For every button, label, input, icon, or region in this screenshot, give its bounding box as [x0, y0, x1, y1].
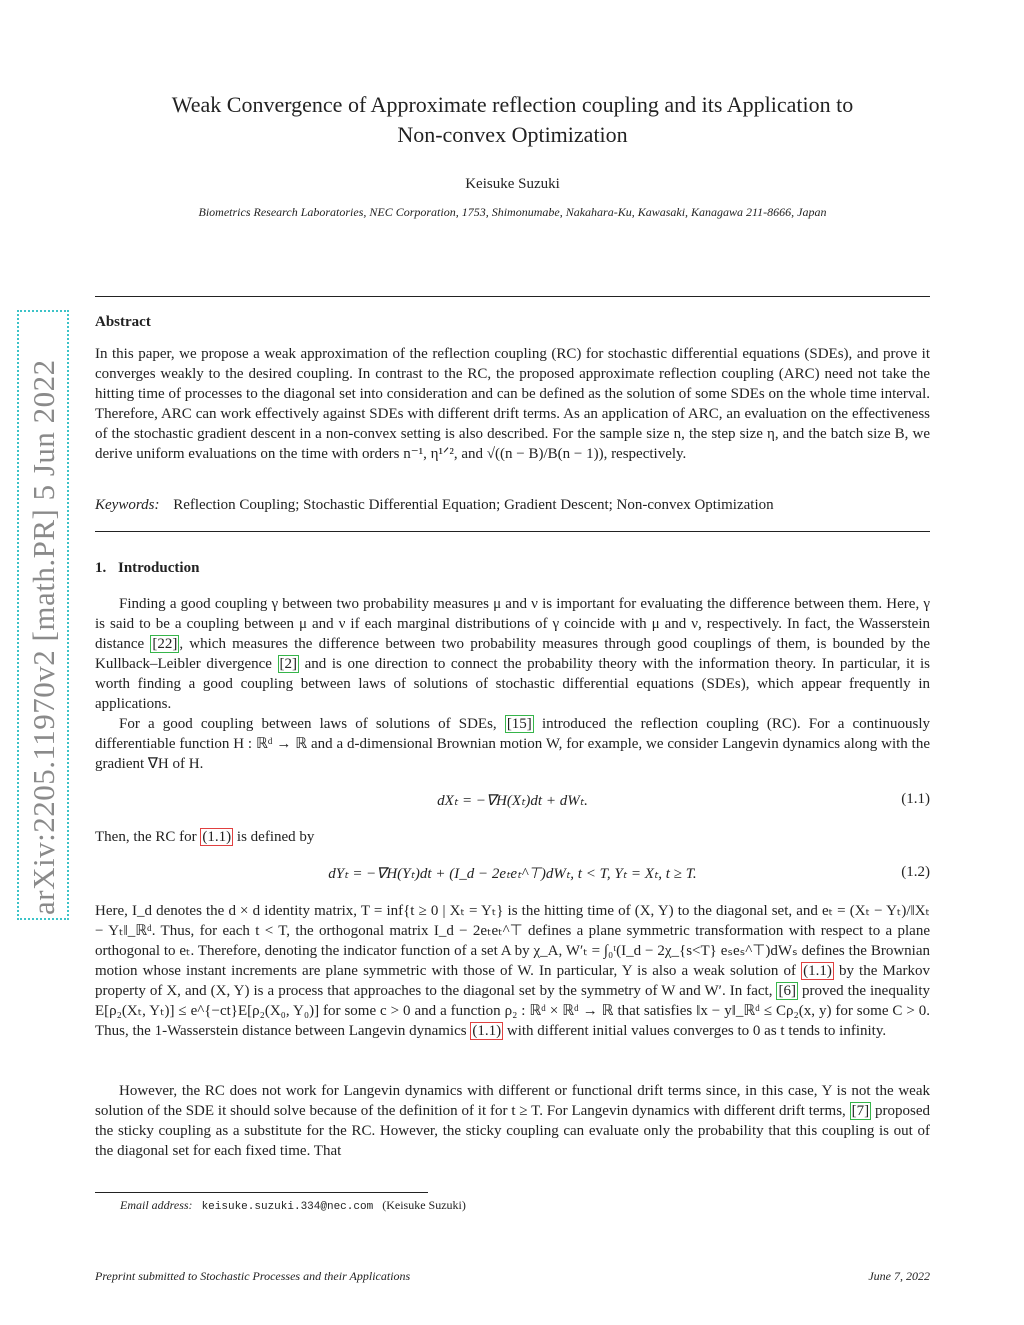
text-run: is defined by [233, 829, 315, 845]
footnote [120, 1198, 466, 1213]
citation-link[interactable]: [22] [152, 636, 178, 652]
text-run: by the Markov property of X, and (X, Y) is a process that approaches to the diagonal set by the symmetry of W and W′. In fact, [95, 963, 930, 999]
equation-body: dYₜ = −∇H(Yₜ)dt + (I_d − 2eₜeₜ^⊤)dWₜ, t < T, Yₜ = Xₜ, t ≥ T. [328, 866, 697, 882]
equation-1-2 [95, 864, 930, 888]
equation-number: (1.1) [901, 791, 930, 807]
text-run: proposed the sticky coupling as a substitute for the RC. However, the sticky coupling can evaluate only the probability that this coupling is out of the diagonal set for each fixed time. That [95, 1103, 930, 1159]
citation-link[interactable]: [15] [506, 716, 532, 732]
text-run: Finding a good coupling γ between two probability measures μ and ν is important for evaluating the difference between them. Here, γ is said to be a coupling between μ and ν if each marginal distributions of γ coincide with μ and ν, respectively. In fact, the Wasserstein distance [95, 596, 930, 652]
section-heading [95, 560, 199, 577]
text-run: For a good coupling between laws of solutions of SDEs, [119, 716, 505, 732]
equation-body: dXₜ = −∇H(Xₜ)dt + dWₜ. [437, 793, 588, 809]
text-run: with different initial values converges to 0 as t tends to infinity. [503, 1023, 887, 1039]
equation-ref-link[interactable]: (1.1) [202, 829, 232, 845]
author-affiliation: Biometrics Research Laboratories, NEC Corporation, 1753, Shimonumabe, Nakahara-Ku, Kawasaki, Kanagawa 211-8666, Japan [198, 205, 827, 219]
keywords [95, 497, 930, 514]
section-number: 1. [95, 560, 107, 576]
keywords-label: Keywords: [95, 497, 160, 513]
title-line-1: Weak Convergence of Approximate reflection coupling and its Application to [171, 92, 854, 117]
abstract-bottom-divider [95, 531, 930, 532]
equation-ref-link[interactable]: (1.1) [803, 963, 832, 979]
equation-ref-link[interactable]: (1.1) [472, 1023, 502, 1039]
text-run: , which measures the difference between two probability measures through good couplings of them, is bounded by the Kullback–Leibler divergence [95, 636, 930, 672]
text-run: Then, the RC for [95, 829, 201, 845]
footnote-name: (Keisuke Suzuki) [382, 1198, 466, 1212]
intro-paragraph-1 [95, 594, 930, 714]
paper-title [95, 90, 930, 150]
text-run: proved the inequality E[ρ₂(Xₜ, Yₜ)] ≤ e^{−ct}E[ρ₂(X₀, Y₀)] for some c > 0 and a function ρ₂ : ℝᵈ × ℝᵈ → ℝ that satisfies ‖x − y‖_ℝᵈ ≤ Cρ₂(x, y) for some C > 0. Thus, the 1-Wasserstein distance between Langevin dynamics [95, 983, 930, 1039]
intro-paragraph-3 [95, 827, 930, 847]
citation-link[interactable]: [7] [851, 1103, 870, 1119]
text-run: introduced the reflection coupling (RC). For a continuously differentiable function H : ℝᵈ → ℝ and a d-dimensional Brownian motion W, for example, we consider Langevin dynamics along with the gradient ∇H of H. [95, 716, 930, 772]
text-run: Here, I_d denotes the d × d identity matrix, T = inf{t ≥ 0 | Xₜ = Yₜ} is the hitting time of (X, Y) to the diagonal set, and eₜ = (Xₜ − Yₜ)/‖Xₜ − Yₜ‖_ℝᵈ. Thus, for each t < T, the orthogonal matrix I_d − 2eₜeₜ^⊤ defines a plane symmetric transformation with respect to a plane orthogonal to eₜ. Therefore, denoting the indicator function of a set A by χ_A, W′ₜ = ∫₀ᵗ(I_d − 2χ_{s<T} eₛeₛ^⊤)dWₛ defines the Brownian motion whose instant increments are plane symmetric with those of W. In particular, Y is also a weak solution of [95, 903, 930, 979]
top-divider [95, 296, 930, 297]
author-name: Keisuke Suzuki [465, 176, 560, 192]
abstract-heading: Abstract [95, 314, 151, 330]
section-title: Introduction [118, 560, 200, 576]
citation-link[interactable]: [2] [279, 656, 298, 672]
citation-link[interactable]: [6] [778, 983, 796, 999]
equation-number: (1.2) [901, 864, 930, 880]
intro-paragraph-4 [95, 901, 930, 1041]
text-run: and is one direction to connect the probability theory with the information theory. In particular, it is worth finding a good coupling between laws of solutions of stochastic differential equations (SDEs), which appear frequently in applications. [95, 656, 930, 712]
equation-1-1 [95, 791, 930, 815]
keywords-value: Reflection Coupling; Stochastic Differential Equation; Gradient Descent; Non-convex Optimization [173, 497, 774, 513]
arxiv-stamp[interactable]: arXiv:2205.11970v2 [math.PR] 5 Jun 2022 [26, 359, 61, 915]
email-link[interactable]: keisuke.suzuki.334@nec.com [201, 1201, 374, 1213]
footer-journal: Preprint submitted to Stochastic Processes and their Applications [95, 1269, 411, 1283]
footer-date: June 7, 2022 [868, 1269, 930, 1283]
text-run: However, the RC does not work for Langevin dynamics with different or functional drift terms since, in this case, Y is not the weak solution of the SDE it should solve because of the definition of it for t ≥ T. For Langevin dynamics with different drift terms, [95, 1083, 930, 1119]
footnote-divider [95, 1192, 428, 1193]
footnote-label: Email address: [120, 1198, 193, 1212]
abstract-text: In this paper, we propose a weak approximation of the reflection coupling (RC) for stochastic differential equations (SDEs), and prove it converges weakly to the desired coupling. In contrast to the RC, the proposed approximate reflection coupling (ARC) need not take the hitting time of processes to the diagonal set into consideration and can be defined as the solution of some SDEs on the whole time interval. Therefore, ARC can work effectively against SDEs with different drift terms. As an application of ARC, an evaluation on the effectiveness of the stochastic gradient descent in a non-convex setting is also described. For the sample size n, the step size η, and the batch size B, we derive uniform evaluations on the time with orders n⁻¹, η¹ᐟ², and √((n − B)/B(n − 1)), respectively. [95, 346, 930, 462]
intro-paragraph-5 [95, 1081, 930, 1161]
intro-paragraph-2 [95, 714, 930, 774]
title-line-2: Non-convex Optimization [397, 122, 628, 147]
